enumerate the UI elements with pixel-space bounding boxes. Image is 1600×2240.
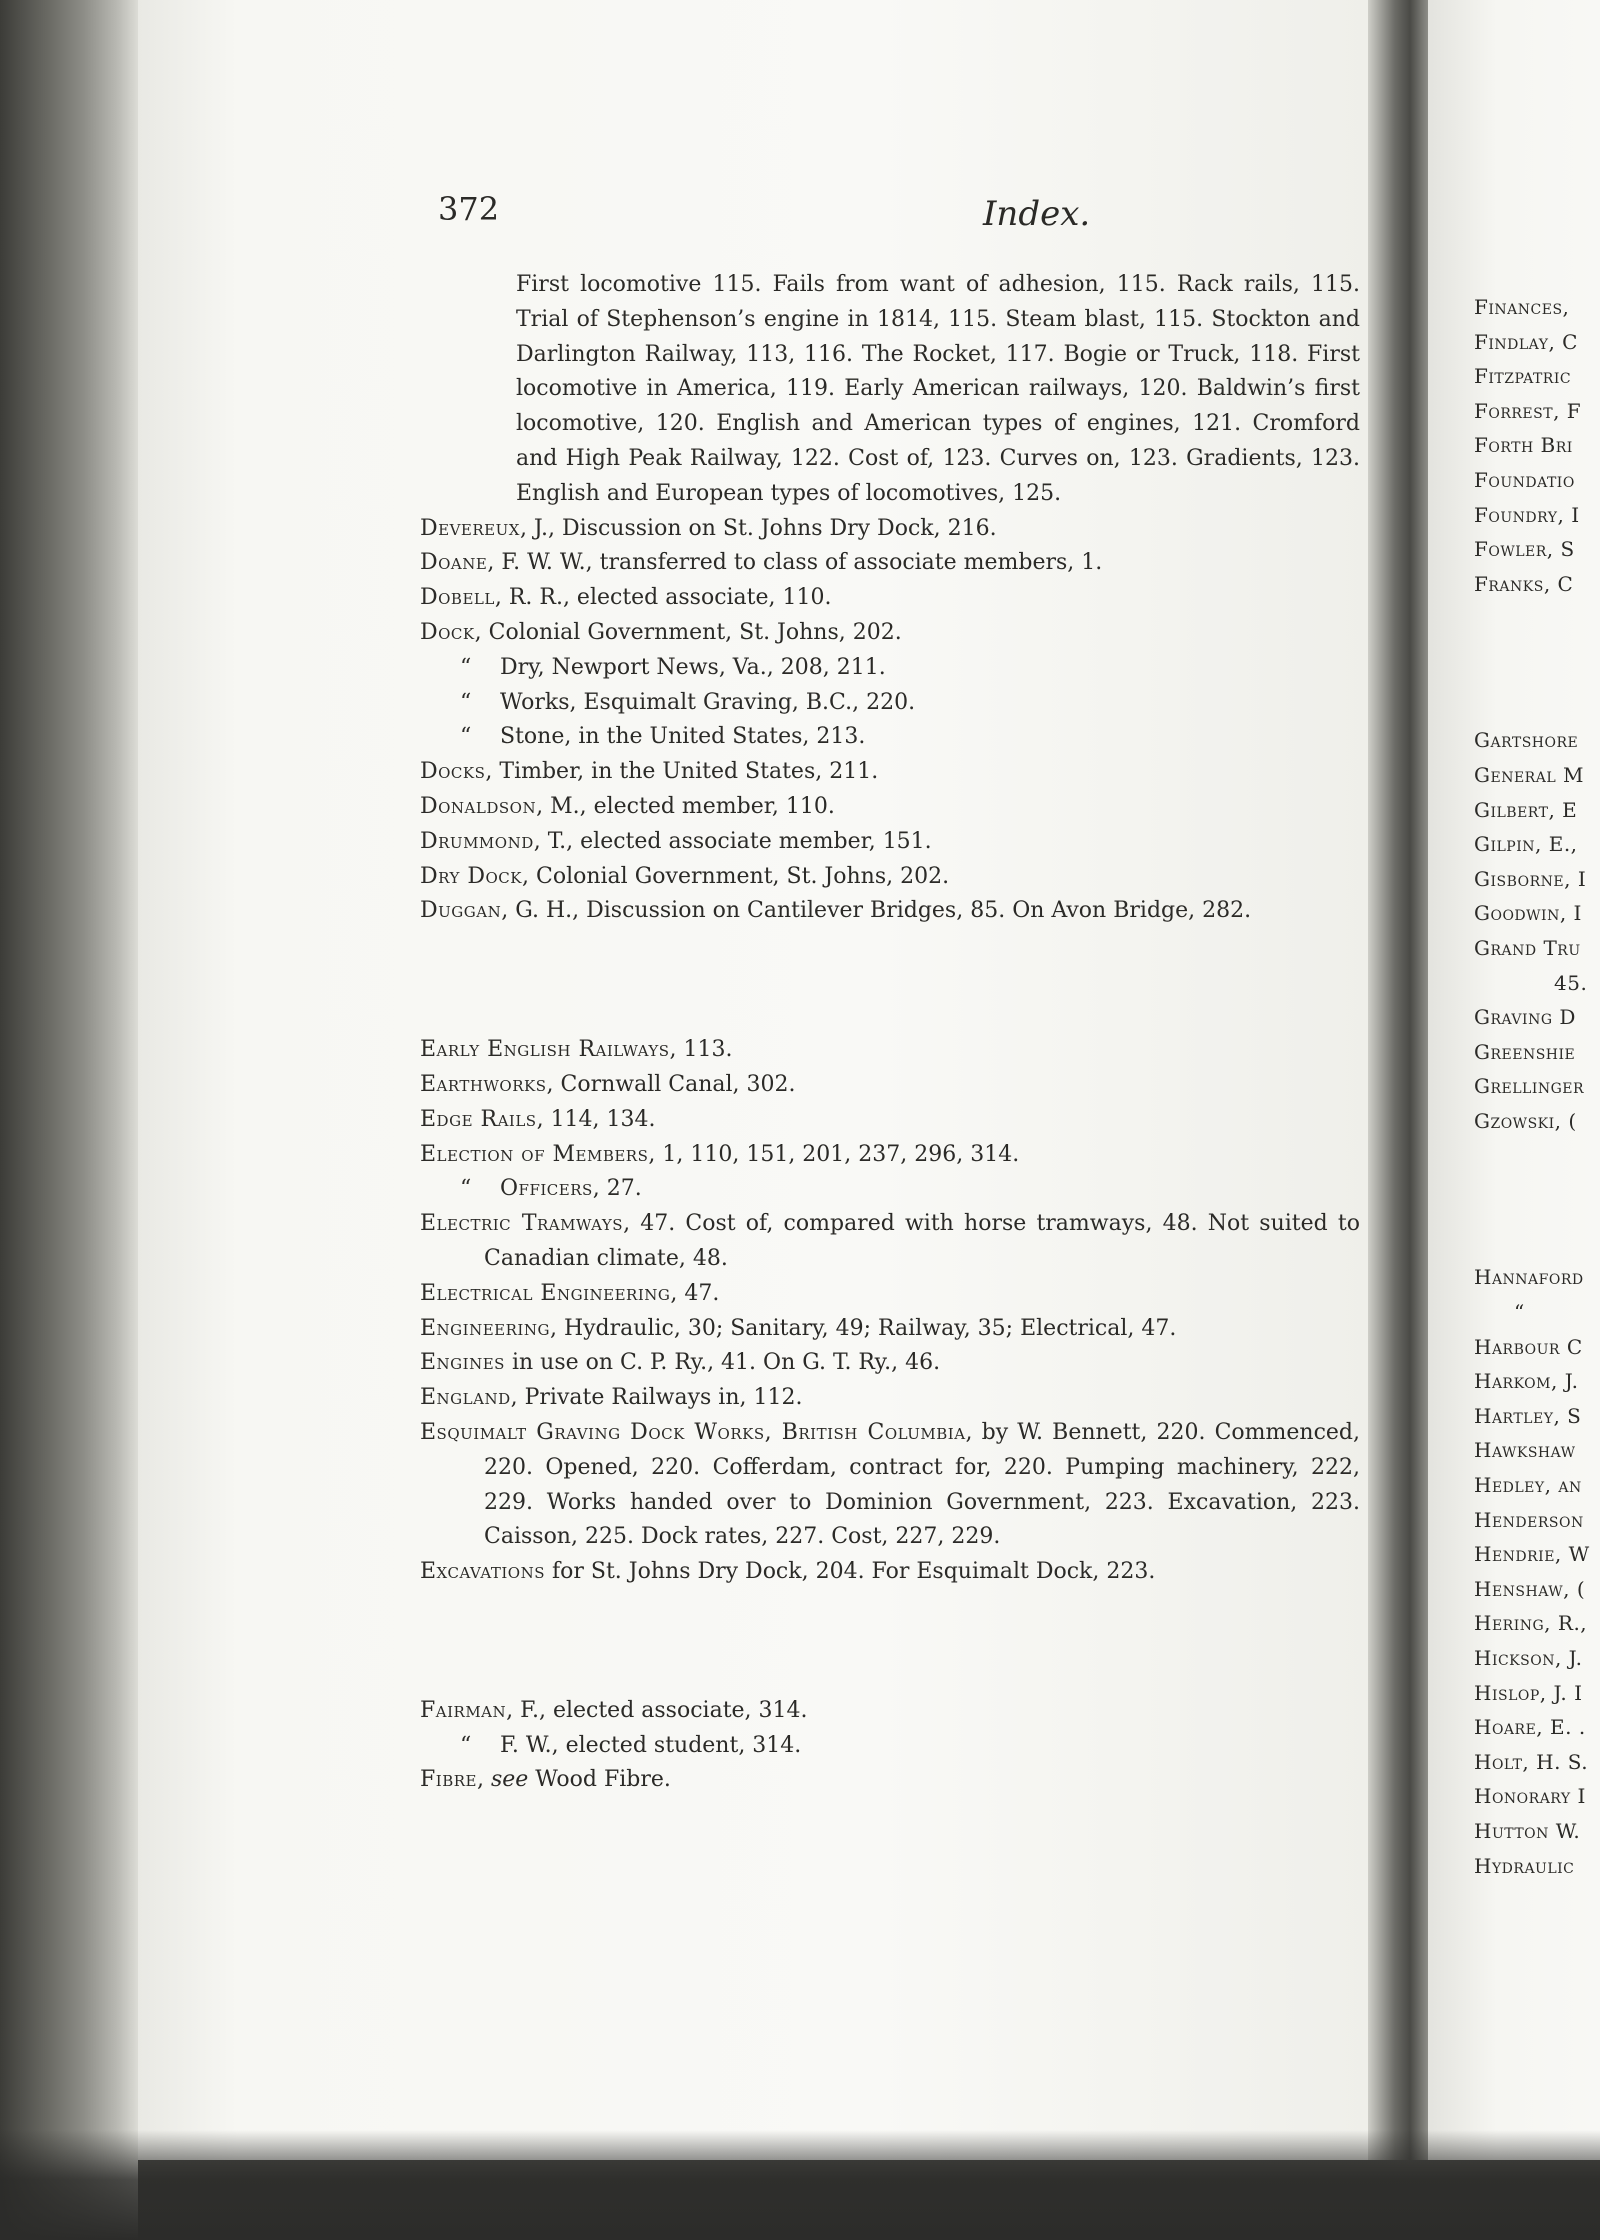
entry-heading: Duggan xyxy=(420,898,502,924)
facing-page-entry: Finances, xyxy=(1474,295,1570,319)
entry-text: , G. H., Discussion on Cantilever Bridges, 85. On Avon Bridge, 282. xyxy=(501,898,1252,924)
facing-page-entry: Hickson, J. xyxy=(1474,1646,1583,1670)
entry-heading: Fibre xyxy=(420,1767,477,1793)
entry-text: , F., elected associate, 314. xyxy=(506,1697,808,1723)
index-entries xyxy=(420,268,1360,1798)
ditto-mark: “ xyxy=(460,1176,472,1202)
entry-heading: Engines xyxy=(420,1350,505,1376)
entry-heading: Election of Members xyxy=(420,1141,649,1167)
entry-text: Works, Esquimalt Graving, B.C., 220. xyxy=(500,689,916,715)
entry-heading: Early English Railways xyxy=(420,1037,670,1063)
entry-text: , F. W. W., transferred to class of associate members, 1. xyxy=(487,550,1103,576)
entry-heading: Electric Tramways xyxy=(420,1211,624,1237)
entry-heading: Docks xyxy=(420,759,486,785)
entry-heading: Excavations xyxy=(420,1559,545,1585)
facing-page-entry: Hislop, J. I xyxy=(1474,1680,1583,1705)
index-entry xyxy=(420,616,1360,651)
index-entry xyxy=(420,860,1360,895)
facing-page-entry: Gisborne, I xyxy=(1474,866,1587,891)
facing-page-entry: Honorary I xyxy=(1474,1784,1586,1809)
entry-text: F. W., elected student, 314. xyxy=(500,1732,802,1758)
entry-heading: Devereux xyxy=(420,515,520,541)
facing-page-entry: Graving D xyxy=(1474,1005,1576,1030)
entry-text: Dry, Newport News, Va., 208, 211. xyxy=(500,654,886,680)
entry-text: , T., elected associate member, 151. xyxy=(533,828,932,854)
see-reference: see xyxy=(490,1767,529,1793)
facing-page-entry: Hydraulic xyxy=(1474,1853,1575,1878)
facing-page-entry: Fowler, S xyxy=(1474,537,1575,562)
index-entry xyxy=(420,1312,1360,1347)
index-entry-continuation xyxy=(420,268,1360,512)
letter-group-gap xyxy=(420,929,1360,1033)
facing-page-entry: Harkom, J. xyxy=(1474,1369,1579,1394)
facing-page-entry: Foundatio xyxy=(1474,467,1575,492)
entry-text: , by W. Bennett, 220. Commenced, 220. Opened, 220. Cofferdam, contract for, 220. Pumping machinery, 222, 229. Works handed over to Dominion Government, 223. Excavation, 223. Caisson, 225. Dock rates, 227. Cost, 227, 229. xyxy=(484,1419,1360,1550)
facing-page-entry: Fitzpatric xyxy=(1474,364,1572,389)
entry-heading: Edge Rails xyxy=(420,1106,537,1132)
index-entry xyxy=(420,1729,1360,1764)
entry-text: Stone, in the United States, 213. xyxy=(500,724,866,750)
index-entry xyxy=(420,686,1360,721)
facing-page-entries xyxy=(1474,290,1590,1883)
index-entry xyxy=(420,1172,1360,1207)
entry-heading: Dobell xyxy=(420,585,495,611)
index-entry xyxy=(420,720,1360,755)
entry-heading: Fairman xyxy=(420,1697,507,1723)
index-entry xyxy=(420,512,1360,547)
index-entry xyxy=(420,894,1360,929)
index-entry xyxy=(420,755,1360,790)
facing-page-entry: Hartley, S xyxy=(1474,1403,1582,1428)
letter-group-gap xyxy=(1474,1138,1590,1260)
entry-text: , R. R., elected associate, 110. xyxy=(494,585,832,611)
facing-page-entry: Findlay, C xyxy=(1474,329,1578,354)
running-head: Index. xyxy=(983,194,1091,234)
facing-page-entry: Hendrie, W xyxy=(1474,1542,1590,1567)
facing-page-entry: Harbour C xyxy=(1474,1334,1583,1359)
facing-page-entry: Hedley, an xyxy=(1474,1473,1582,1498)
facing-page-entry: Grand Tru xyxy=(1474,935,1581,960)
index-entry xyxy=(420,1103,1360,1138)
facing-page-entry: “ xyxy=(1514,1300,1525,1325)
page-number: 372 xyxy=(438,190,500,228)
entry-heading: Dry Dock xyxy=(420,863,522,889)
facing-page-entry: Holt, H. S. xyxy=(1474,1749,1589,1774)
entry-heading: Dock xyxy=(420,619,475,645)
facing-page-entry: Goodwin, I xyxy=(1474,901,1582,926)
entry-text: , Private Railways in, 112. xyxy=(510,1385,803,1411)
facing-page-entry: Greenshie xyxy=(1474,1039,1576,1064)
index-entry xyxy=(420,1416,1360,1555)
letter-group-gap xyxy=(1474,601,1590,723)
entry-heading: Donaldson xyxy=(420,793,537,819)
ditto-mark: “ xyxy=(460,724,472,750)
index-entry xyxy=(420,1207,1360,1277)
index-entry xyxy=(420,1555,1360,1590)
facing-page-entry: Hannaford xyxy=(1474,1265,1584,1290)
book-left-edge xyxy=(0,0,138,2240)
index-entry xyxy=(420,651,1360,686)
facing-page-entry: Forth Bri xyxy=(1474,433,1573,458)
facing-page-entry: 45. xyxy=(1554,970,1588,995)
entry-text: , Colonial Government, St. Johns, 202. xyxy=(522,863,950,889)
entry-heading: England xyxy=(420,1385,511,1411)
entry-text: , J., Discussion on St. Johns Dry Dock, 216. xyxy=(519,515,997,541)
ditto-mark: “ xyxy=(460,1732,472,1758)
index-entry xyxy=(420,581,1360,616)
entry-text: , 114, 134. xyxy=(536,1106,656,1132)
entry-heading: Officers xyxy=(500,1176,593,1202)
index-entry xyxy=(420,546,1360,581)
facing-page-entry: Hering, R., xyxy=(1474,1611,1588,1636)
entry-text: First locomotive 115. Fails from want of adhesion, 115. Rack rails, 115. Trial of Stephenson’s engine in 1814, 115. Steam blast, 115. Stockton and Darlington Railway, 113, 116. The Rocket, 117. Bogie or Truck, 118. First locomotive in America, 119. Early American railways, 120. Baldwin’s first locomotive, 120. English and American types of engines, 121. Cromford and High Peak Railway, 122. Cost of, 123. Curves on, 123. Gradients, 123. English and European types of locomotives, 125. xyxy=(516,272,1360,506)
ditto-mark: “ xyxy=(460,654,472,680)
facing-page-entry: Foundry, I xyxy=(1474,502,1580,527)
facing-page-entry: Henshaw, ( xyxy=(1474,1576,1586,1601)
entry-text: , Cornwall Canal, 302. xyxy=(546,1071,796,1097)
entry-text: , Timber, in the United States, 211. xyxy=(485,759,879,785)
ditto-mark: “ xyxy=(460,689,472,715)
facing-page-entry: Grellinger xyxy=(1474,1074,1585,1099)
entry-heading: Engineering xyxy=(420,1315,550,1341)
entry-text: , 113. xyxy=(669,1037,733,1063)
facing-page-entry: Hutton W. xyxy=(1474,1818,1581,1843)
letter-group-gap xyxy=(420,1590,1360,1694)
facing-page xyxy=(1428,0,1600,2160)
index-entry xyxy=(420,1346,1360,1381)
book-gutter xyxy=(1368,0,1428,2160)
entry-heading: Esquimalt Graving Dock Works, British Columbia xyxy=(420,1419,966,1445)
facing-page-entry: Hawkshaw xyxy=(1474,1438,1576,1463)
entry-text: in use on C. P. Ry., 41. On G. T. Ry., 46. xyxy=(504,1350,941,1376)
entry-heading: Earthworks xyxy=(420,1071,547,1097)
index-entry xyxy=(420,1033,1360,1068)
index-entry xyxy=(420,790,1360,825)
scan-bottom-shadow xyxy=(0,2130,1600,2240)
entry-text: , 27. xyxy=(592,1176,642,1202)
index-entry xyxy=(420,1694,1360,1729)
entry-heading: Drummond xyxy=(420,828,534,854)
entry-text: Wood Fibre. xyxy=(528,1767,671,1793)
entry-text: , M., elected member, 110. xyxy=(536,793,835,819)
entry-text: , 1, 110, 151, 201, 237, 296, 314. xyxy=(648,1141,1020,1167)
index-entry xyxy=(420,1068,1360,1103)
facing-page-entry: Hoare, E. . xyxy=(1474,1715,1586,1740)
index-entry xyxy=(420,1138,1360,1173)
facing-page-entry: General M xyxy=(1474,762,1584,787)
facing-page-entry: Franks, C xyxy=(1474,571,1574,596)
facing-page-entry: Gartshore xyxy=(1474,728,1579,753)
entry-heading: Doane xyxy=(420,550,488,576)
index-entry xyxy=(420,1381,1360,1416)
entry-text: , Hydraulic, 30; Sanitary, 49; Railway, 35; Electrical, 47. xyxy=(549,1315,1177,1341)
entry-text: , Colonial Government, St. Johns, 202. xyxy=(474,619,902,645)
facing-page-entry: Henderson xyxy=(1474,1507,1584,1532)
entry-heading: Electrical Engineering xyxy=(420,1280,671,1306)
index-entry: Fibre, see Wood Fibre. xyxy=(420,1767,671,1793)
index-entry xyxy=(420,825,1360,860)
facing-page-entry: Forrest, F xyxy=(1474,398,1582,423)
facing-page-entry: Gilpin, E., xyxy=(1474,832,1578,857)
facing-page-entry: Gilbert, E xyxy=(1474,797,1578,822)
entry-text: , 47. xyxy=(670,1280,720,1306)
facing-page-entry: Gzowski, ( xyxy=(1474,1108,1577,1133)
index-entry xyxy=(420,1277,1360,1312)
entry-text: for St. Johns Dry Dock, 204. For Esquimalt Dock, 223. xyxy=(545,1559,1156,1585)
entry-text: , 47. Cost of, compared with horse tramways, 48. Not suited to Canadian climate, 48. xyxy=(484,1211,1360,1271)
